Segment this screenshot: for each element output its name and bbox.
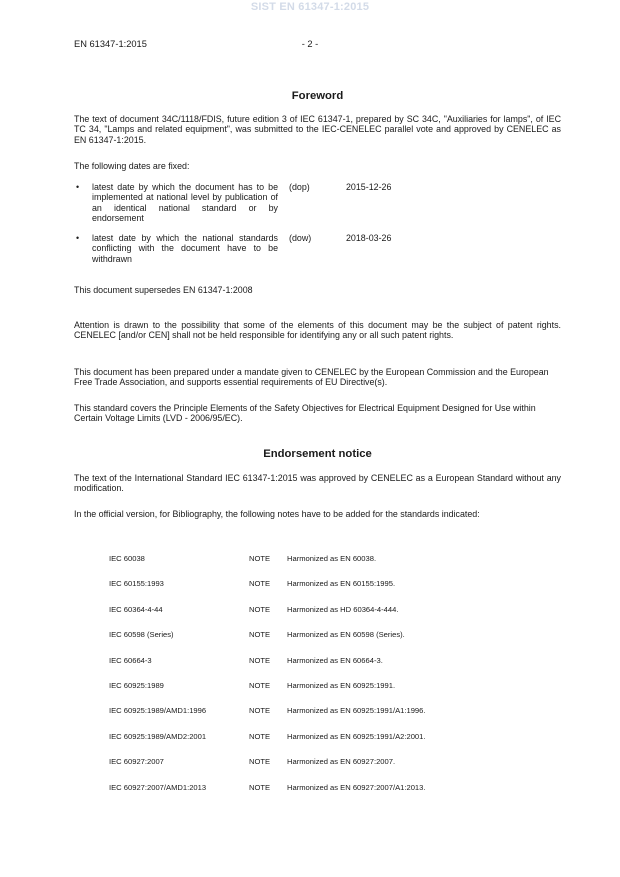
- foreword-title: Foreword: [291, 90, 344, 102]
- note-label: NOTE: [249, 757, 271, 767]
- endorsement-title: Endorsement notice: [263, 448, 372, 460]
- supersedes-text: This document supersedes EN 61347-1:2008: [74, 285, 253, 295]
- mandate-text: This document has been prepared under a mandate given to CENELEC by the European Commission and the European Free Trade Association, and supports essential requirements of EU Directive(s).: [74, 367, 549, 388]
- note-standard: IEC 60664-3: [109, 655, 152, 665]
- note-label: NOTE: [249, 604, 271, 614]
- note-harmonized: Harmonized as EN 60927:2007.: [287, 757, 396, 767]
- date-item-text: latest date by which the document has to be implemented at national level by publication of an identical national standard or by endorsement: [92, 182, 278, 224]
- note-harmonized: Harmonized as EN 60927:2007/A1:2013.: [287, 782, 426, 792]
- note-standard: IEC 60598 (Series): [109, 630, 174, 640]
- note-harmonized: Harmonized as HD 60364-4-444.: [287, 604, 399, 614]
- note-harmonized: Harmonized as EN 60038.: [287, 554, 377, 563]
- date-item-code: (dow): [289, 233, 312, 243]
- page-number: - 2 -: [301, 39, 319, 49]
- note-standard: IEC 60927:2007: [109, 757, 164, 767]
- watermark: SIST EN 61347-1:2015: [250, 1, 370, 13]
- endorsement-text: The text of the International Standard IEC 61347-1:2015 was approved by CENELEC as a European Standard without any modification.: [74, 473, 561, 494]
- note-label: NOTE: [249, 630, 271, 640]
- note-harmonized: Harmonized as EN 60925:1991/A1:1996.: [287, 706, 426, 716]
- bibliography-intro: In the official version, for Bibliography, the following notes have to be added for the standards indicated:: [74, 509, 480, 519]
- note-standard: IEC 60364-4-44: [109, 604, 163, 614]
- date-item-text: latest date by which the national standards conflicting with the document have to be withdrawn: [92, 233, 278, 264]
- note-label: NOTE: [249, 782, 271, 792]
- note-label: NOTE: [249, 731, 271, 741]
- note-standard: IEC 60925:1989/AMD2:2001: [109, 731, 207, 741]
- note-label: NOTE: [249, 554, 271, 563]
- note-harmonized: Harmonized as EN 60925:1991/A2:2001.: [287, 731, 426, 741]
- note-label: NOTE: [249, 680, 271, 690]
- note-harmonized: Harmonized as EN 60598 (Series).: [287, 630, 405, 640]
- note-standard: IEC 60038: [109, 554, 145, 563]
- note-label: NOTE: [249, 579, 271, 589]
- lvd-text: This standard covers the Principle Elements of the Safety Objectives for Electrical Equipment Designed for Use within Certain Voltage Limits (LVD - 2006/95/EC).: [74, 403, 536, 424]
- note-standard: IEC 60927:2007/AMD1:2013: [109, 782, 207, 792]
- date-item-date: 2015-12-26: [346, 182, 392, 192]
- note-label: NOTE: [249, 655, 271, 665]
- note-standard: IEC 60155:1993: [109, 579, 164, 589]
- note-standard: IEC 60925:1989/AMD1:1996: [109, 706, 207, 716]
- document-id: EN 61347-1:2015: [74, 39, 147, 49]
- dates-intro: The following dates are fixed:: [74, 161, 190, 171]
- note-label: NOTE: [249, 706, 271, 716]
- bullet-icon: •: [76, 233, 80, 243]
- note-harmonized: Harmonized as EN 60155:1995.: [287, 579, 396, 589]
- bullet-icon: •: [76, 182, 80, 192]
- date-item-code: (dop): [289, 182, 310, 192]
- note-standard: IEC 60925:1989: [109, 680, 164, 690]
- note-harmonized: Harmonized as EN 60925:1991.: [287, 680, 396, 690]
- foreword-intro: The text of document 34C/1118/FDIS, future edition 3 of IEC 61347-1, prepared by SC 34C, "Auxiliaries for lamps", of IEC TC 34, "Lamps and related equipment", was submitted to the IEC-CENELEC parallel vote and approved by CENELEC as EN 61347-1:2015.: [74, 114, 561, 145]
- date-item-date: 2018-03-26: [346, 233, 392, 243]
- note-harmonized: Harmonized as EN 60664-3.: [287, 655, 383, 665]
- patent-attention: Attention is drawn to the possibility that some of the elements of this document may be the subject of patent rights. CENELEC [and/or CEN] shall not be held responsible for identifying any or all such patent rights.: [74, 320, 561, 341]
